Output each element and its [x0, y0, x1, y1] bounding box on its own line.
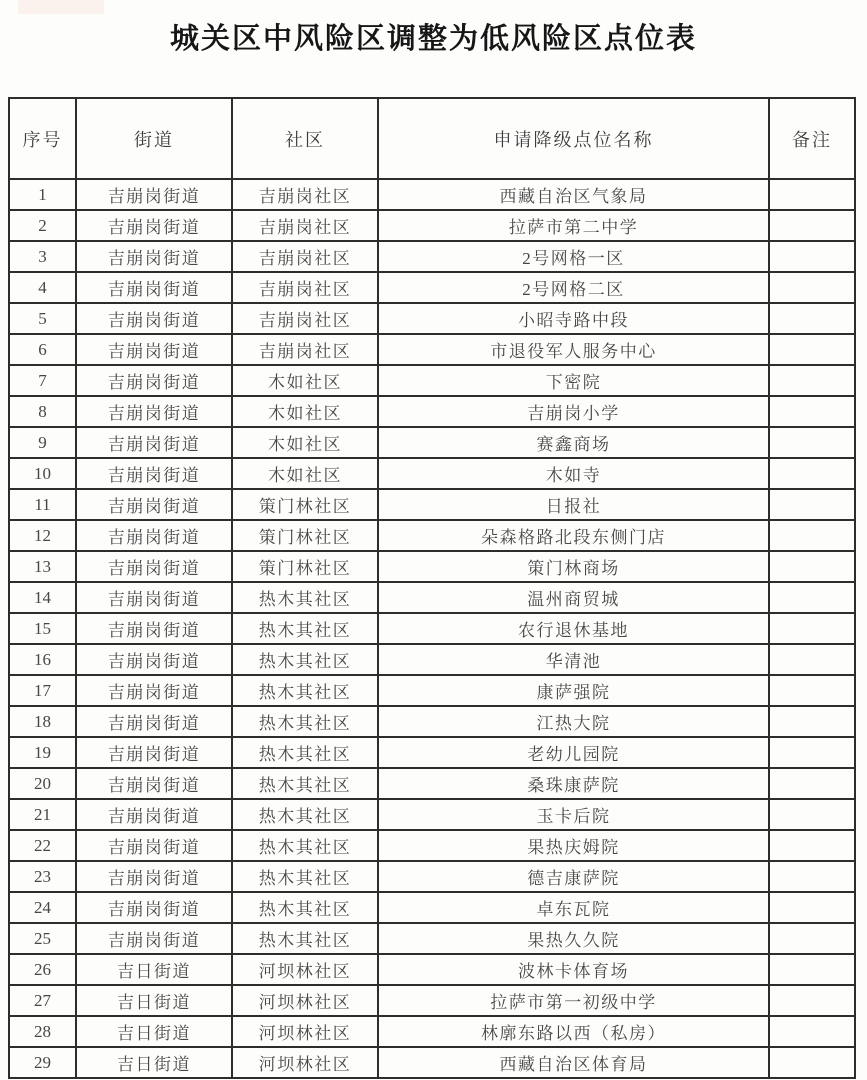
cell-remark	[769, 210, 855, 241]
cell-site: 2号网格一区	[378, 241, 769, 272]
table-row	[9, 706, 855, 737]
cell-community: 热木其社区	[232, 830, 378, 861]
cell-remark	[769, 675, 855, 706]
cell-site: 德吉康萨院	[378, 861, 769, 892]
cell-index: 19	[9, 737, 76, 768]
cell-remark	[769, 613, 855, 644]
cell-index: 5	[9, 303, 76, 334]
table-row	[9, 737, 855, 768]
cell-street: 吉崩岗街道	[76, 861, 232, 892]
cell-index: 13	[9, 551, 76, 582]
cell-remark	[769, 334, 855, 365]
table-row	[9, 396, 855, 427]
cell-remark	[769, 365, 855, 396]
cell-street: 吉日街道	[76, 985, 232, 1016]
cell-remark	[769, 830, 855, 861]
cell-community: 热木其社区	[232, 923, 378, 954]
cell-community: 河坝林社区	[232, 985, 378, 1016]
cell-index: 8	[9, 396, 76, 427]
cell-site: 2号网格二区	[378, 272, 769, 303]
cell-site: 吉崩岗小学	[378, 396, 769, 427]
cell-index: 24	[9, 892, 76, 923]
cell-remark	[769, 892, 855, 923]
cell-index: 6	[9, 334, 76, 365]
cell-index: 9	[9, 427, 76, 458]
cell-index: 2	[9, 210, 76, 241]
table-row	[9, 458, 855, 489]
cell-remark	[769, 706, 855, 737]
cell-site: 果热庆姆院	[378, 830, 769, 861]
table-row	[9, 334, 855, 365]
cell-remark	[769, 923, 855, 954]
table-row	[9, 582, 855, 613]
cell-index: 12	[9, 520, 76, 551]
cell-site: 西藏自治区体育局	[378, 1047, 769, 1078]
cell-community: 热木其社区	[232, 799, 378, 830]
cell-remark	[769, 582, 855, 613]
cell-community: 吉崩岗社区	[232, 334, 378, 365]
cell-community: 热木其社区	[232, 768, 378, 799]
table-row	[9, 241, 855, 272]
cell-street: 吉崩岗街道	[76, 272, 232, 303]
cell-index: 29	[9, 1047, 76, 1078]
table-row	[9, 892, 855, 923]
table-row	[9, 210, 855, 241]
table-body	[9, 179, 855, 1078]
cell-remark	[769, 737, 855, 768]
cell-index: 18	[9, 706, 76, 737]
cell-remark	[769, 644, 855, 675]
cell-site: 玉卡后院	[378, 799, 769, 830]
cell-index: 25	[9, 923, 76, 954]
cell-site: 果热久久院	[378, 923, 769, 954]
cell-street: 吉崩岗街道	[76, 551, 232, 582]
table-row	[9, 644, 855, 675]
cell-index: 26	[9, 954, 76, 985]
cell-remark	[769, 489, 855, 520]
cell-remark	[769, 179, 855, 210]
cell-remark	[769, 799, 855, 830]
cell-site: 拉萨市第二中学	[378, 210, 769, 241]
cell-remark	[769, 427, 855, 458]
table-row	[9, 1016, 855, 1047]
cell-index: 28	[9, 1016, 76, 1047]
cell-street: 吉崩岗街道	[76, 799, 232, 830]
table-header	[9, 98, 855, 179]
cell-community: 吉崩岗社区	[232, 210, 378, 241]
cell-remark	[769, 768, 855, 799]
cell-street: 吉崩岗街道	[76, 303, 232, 334]
column-header-community: 社区	[232, 98, 378, 179]
cell-community: 木如社区	[232, 427, 378, 458]
cell-site: 卓东瓦院	[378, 892, 769, 923]
cell-index: 1	[9, 179, 76, 210]
cell-index: 27	[9, 985, 76, 1016]
cell-street: 吉崩岗街道	[76, 365, 232, 396]
cell-community: 河坝林社区	[232, 1016, 378, 1047]
table-header-row	[9, 98, 855, 179]
cell-remark	[769, 551, 855, 582]
cell-index: 20	[9, 768, 76, 799]
cell-site: 波林卡体育场	[378, 954, 769, 985]
cell-street: 吉崩岗街道	[76, 768, 232, 799]
cell-street: 吉崩岗街道	[76, 706, 232, 737]
cell-community: 木如社区	[232, 365, 378, 396]
cell-community: 热木其社区	[232, 706, 378, 737]
cell-street: 吉崩岗街道	[76, 892, 232, 923]
cell-site: 木如寺	[378, 458, 769, 489]
cell-remark	[769, 985, 855, 1016]
cell-community: 木如社区	[232, 396, 378, 427]
table-row	[9, 923, 855, 954]
cell-remark	[769, 241, 855, 272]
cell-remark	[769, 1047, 855, 1078]
cell-site: 市退役军人服务中心	[378, 334, 769, 365]
cell-community: 热木其社区	[232, 644, 378, 675]
cell-street: 吉崩岗街道	[76, 489, 232, 520]
cell-community: 木如社区	[232, 458, 378, 489]
cell-street: 吉崩岗街道	[76, 830, 232, 861]
cell-street: 吉崩岗街道	[76, 923, 232, 954]
cell-street: 吉日街道	[76, 954, 232, 985]
table-row	[9, 613, 855, 644]
cell-street: 吉崩岗街道	[76, 241, 232, 272]
cell-remark	[769, 861, 855, 892]
cell-street: 吉崩岗街道	[76, 520, 232, 551]
cell-site: 西藏自治区气象局	[378, 179, 769, 210]
table-row	[9, 985, 855, 1016]
cell-street: 吉日街道	[76, 1016, 232, 1047]
cell-site: 老幼儿园院	[378, 737, 769, 768]
cell-index: 16	[9, 644, 76, 675]
cell-site: 桑珠康萨院	[378, 768, 769, 799]
cell-street: 吉日街道	[76, 1047, 232, 1078]
cell-community: 热木其社区	[232, 582, 378, 613]
scan-artifact-mark	[18, 0, 104, 14]
cell-street: 吉崩岗街道	[76, 396, 232, 427]
cell-index: 14	[9, 582, 76, 613]
cell-index: 10	[9, 458, 76, 489]
cell-street: 吉崩岗街道	[76, 179, 232, 210]
cell-site: 下密院	[378, 365, 769, 396]
cell-remark	[769, 272, 855, 303]
cell-community: 热木其社区	[232, 613, 378, 644]
cell-community: 热木其社区	[232, 892, 378, 923]
table-row	[9, 954, 855, 985]
table-row	[9, 272, 855, 303]
cell-remark	[769, 520, 855, 551]
cell-community: 热木其社区	[232, 861, 378, 892]
cell-street: 吉崩岗街道	[76, 458, 232, 489]
table-row	[9, 768, 855, 799]
table-row	[9, 489, 855, 520]
cell-site: 林廓东路以西（私房）	[378, 1016, 769, 1047]
page-title: 城关区中风险区调整为低风险区点位表	[169, 23, 697, 55]
cell-site: 康萨强院	[378, 675, 769, 706]
cell-index: 23	[9, 861, 76, 892]
cell-index: 11	[9, 489, 76, 520]
cell-community: 吉崩岗社区	[232, 303, 378, 334]
table-row	[9, 1047, 855, 1078]
cell-index: 21	[9, 799, 76, 830]
table-row	[9, 551, 855, 582]
cell-site: 拉萨市第一初级中学	[378, 985, 769, 1016]
table-row	[9, 303, 855, 334]
column-header-remark: 备注	[769, 98, 855, 179]
cell-street: 吉崩岗街道	[76, 427, 232, 458]
cell-index: 15	[9, 613, 76, 644]
risk-area-point-table	[8, 97, 856, 1079]
cell-remark	[769, 396, 855, 427]
cell-site: 策门林商场	[378, 551, 769, 582]
table-row	[9, 365, 855, 396]
cell-index: 4	[9, 272, 76, 303]
cell-community: 吉崩岗社区	[232, 179, 378, 210]
cell-community: 热木其社区	[232, 737, 378, 768]
cell-street: 吉崩岗街道	[76, 613, 232, 644]
cell-index: 7	[9, 365, 76, 396]
cell-site: 日报社	[378, 489, 769, 520]
cell-site: 江热大院	[378, 706, 769, 737]
cell-site: 赛鑫商场	[378, 427, 769, 458]
cell-remark	[769, 303, 855, 334]
cell-street: 吉崩岗街道	[76, 675, 232, 706]
cell-street: 吉崩岗街道	[76, 737, 232, 768]
cell-community: 热木其社区	[232, 675, 378, 706]
cell-index: 17	[9, 675, 76, 706]
cell-community: 河坝林社区	[232, 1047, 378, 1078]
cell-remark	[769, 1016, 855, 1047]
cell-index: 3	[9, 241, 76, 272]
table-row	[9, 675, 855, 706]
column-header-site: 申请降级点位名称	[378, 98, 769, 179]
cell-site: 温州商贸城	[378, 582, 769, 613]
cell-remark	[769, 954, 855, 985]
table-row	[9, 861, 855, 892]
cell-site: 朵森格路北段东侧门店	[378, 520, 769, 551]
cell-site: 农行退休基地	[378, 613, 769, 644]
column-header-index: 序号	[9, 98, 76, 179]
cell-community: 吉崩岗社区	[232, 241, 378, 272]
cell-index: 22	[9, 830, 76, 861]
table-row	[9, 427, 855, 458]
cell-street: 吉崩岗街道	[76, 334, 232, 365]
cell-remark	[769, 458, 855, 489]
cell-community: 吉崩岗社区	[232, 272, 378, 303]
table-row	[9, 179, 855, 210]
table-row	[9, 799, 855, 830]
cell-site: 华清池	[378, 644, 769, 675]
cell-street: 吉崩岗街道	[76, 582, 232, 613]
table-row	[9, 830, 855, 861]
cell-community: 策门林社区	[232, 551, 378, 582]
cell-street: 吉崩岗街道	[76, 210, 232, 241]
cell-community: 策门林社区	[232, 520, 378, 551]
cell-community: 策门林社区	[232, 489, 378, 520]
column-header-street: 街道	[76, 98, 232, 179]
cell-street: 吉崩岗街道	[76, 644, 232, 675]
cell-community: 河坝林社区	[232, 954, 378, 985]
cell-site: 小昭寺路中段	[378, 303, 769, 334]
table-row	[9, 520, 855, 551]
